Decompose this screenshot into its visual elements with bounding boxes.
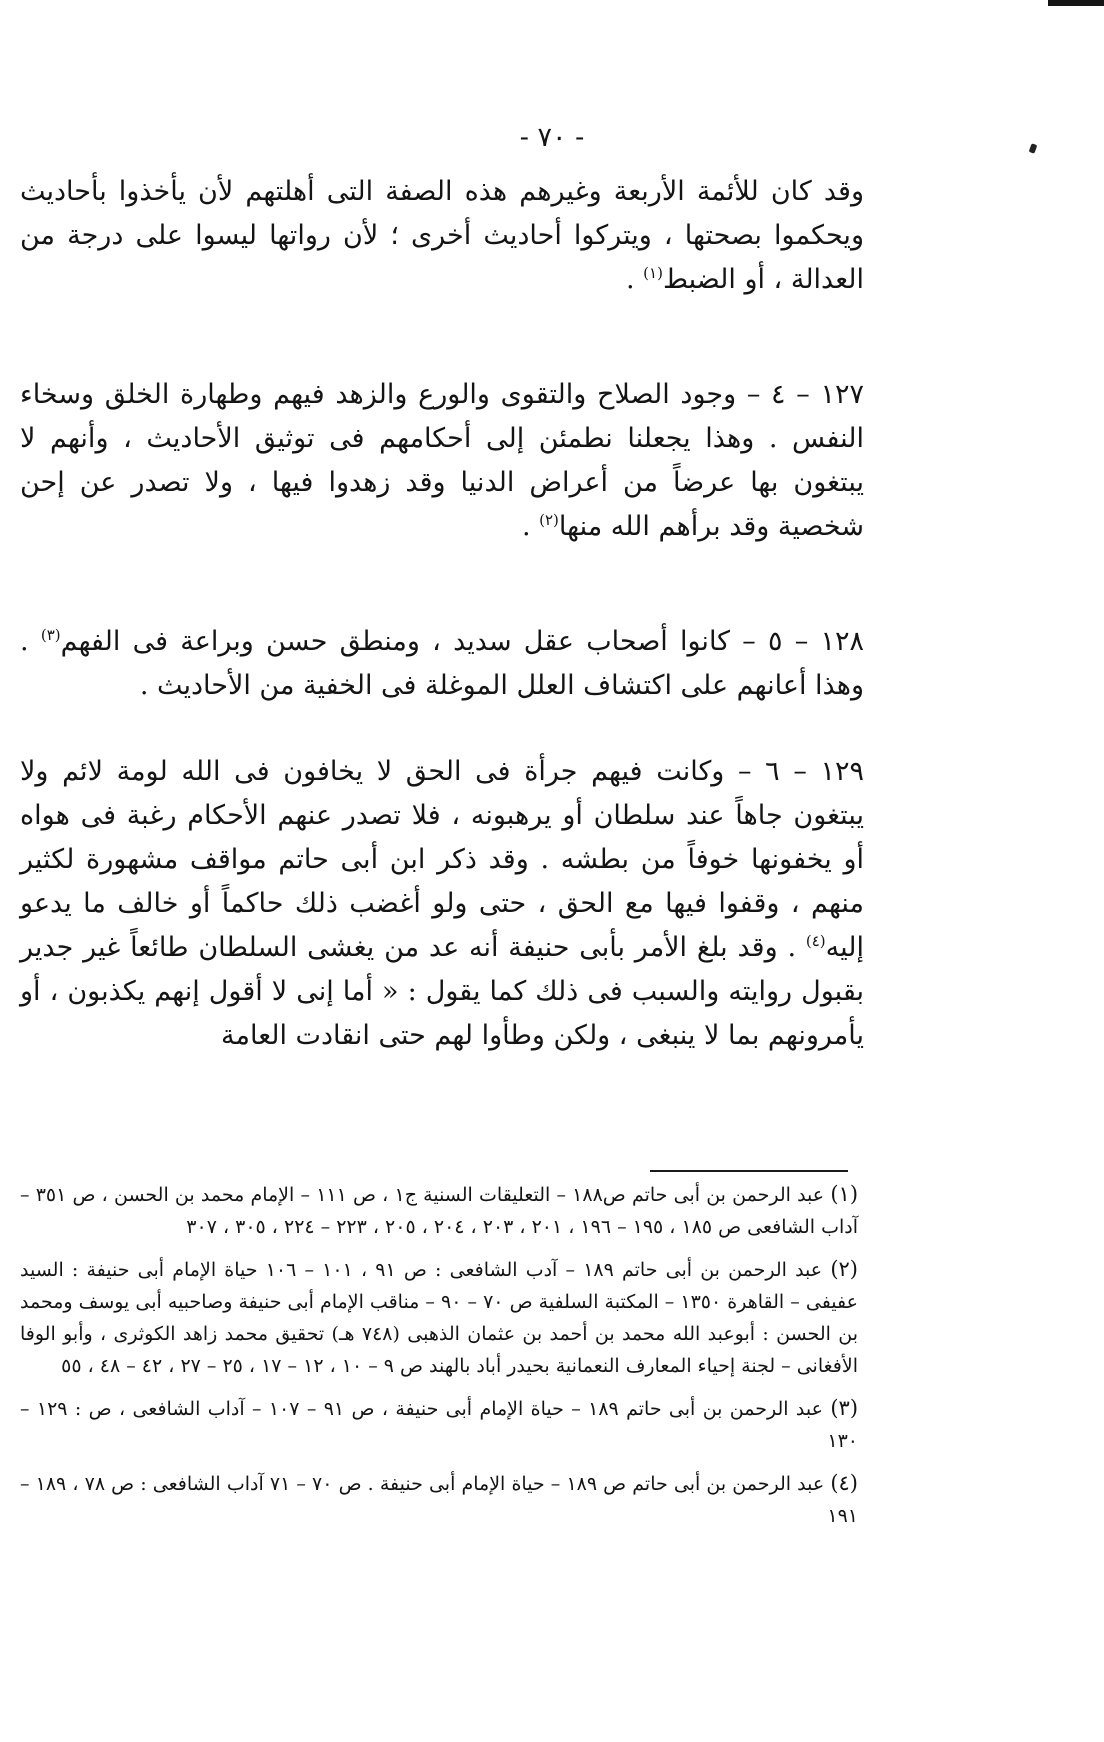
footnote-text: عبد الرحمن بن أبى حاتم ١٨٩ – حياة الإمام أبى حنيفة ، ص ٩١ – ١٠٧ – آداب الشافعى ، ص : ١٢٩ – ١٣٠ bbox=[20, 1398, 858, 1452]
paragraph-3-text: ١٢٨ – ٥ – كانوا أصحاب عقل سديد ، ومنطق حسن وبراعة فى الفهم bbox=[60, 626, 864, 657]
paragraph-1 bbox=[20, 170, 894, 302]
footnote-number: (٣) bbox=[830, 1396, 859, 1420]
footnote-separator bbox=[650, 1170, 848, 1172]
footnote-text: عبد الرحمن بن أبى حاتم ص ١٨٩ – حياة الإمام أبى حنيفة . ص ٧٠ – ٧١ آداب الشافعى : ص ٧٨ ، ١٨٩ – ١٩١ bbox=[20, 1473, 858, 1527]
paragraph-4-text: ١٢٩ – ٦ – وكانت فيهم جرأة فى الحق لا يخافون فى الله لومة لائم ولا يبتغون جاهاً عند سلطان أو يرهبونه ، فلا تصدر عنهم الأحكام رغبة فى هواه أو يخفونها خوفاً من بطشه . وقد ذكر ابن أبى حاتم مواقف مشهورة لكثير منهم ، وقفوا فيها مع الحق ، حتى ولو أغضب ذلك حاكماً أو خالف ما يدعو إليه bbox=[20, 756, 864, 963]
paragraph-4-tail: . وقد بلغ الأمر بأبى حنيفة أنه عد من يغشى السلطان طائعاً غير جدير بقبول روايته والسبب فى ذلك كما يقول : « أما إنى لا أقول إنهم يكذبون ، أو يأمرونهم بما لا ينبغى ، ولكن وطأوا لهم حتى انقادت العامة bbox=[20, 932, 864, 1051]
footnote-4 bbox=[20, 1467, 864, 1532]
footnote-ref-3: (٣) bbox=[40, 626, 61, 644]
footnote-number: (١) bbox=[830, 1182, 859, 1206]
paragraph-2 bbox=[20, 373, 894, 549]
footnote-text: عبد الرحمن بن أبى حاتم ص١٨٨ – التعليقات السنية ج١ ، ص ١١١ – الإمام محمد بن الحسن ، ص ٣٥١ – آداب الشافعى ص ١٨٥ ، ١٩٥ – ١٩٦ ، ٢٠١ ، ٢٠٣ ، ٢٠٤ ، ٢٠٥ ، ٢٢٣ – ٢٢٤ ، ٣٠٥ ، ٣٠٧ bbox=[20, 1184, 858, 1238]
footnote-3 bbox=[20, 1392, 864, 1457]
paragraph-2-text: ١٢٧ – ٤ – وجود الصلاح والتقوى والورع والزهد فيهم وطهارة الخلق وسخاء النفس . وهذا يجعلنا نطمئن إلى أحكامهم فى توثيق الأحاديث ، وأنهم لا يبتغون بها عرضاً من أعراض الدنيا وقد زهدوا فيها ، ولا تصدر عن إحن شخصية وقد برأهم الله منها bbox=[20, 379, 864, 542]
footnotes bbox=[20, 1178, 864, 1542]
footnote-2 bbox=[20, 1253, 864, 1382]
footnote-text: عبد الرحمن بن أبى حاتم ١٨٩ – آدب الشافعى : ص ٩١ ، ١٠١ – ١٠٦ حياة الإمام أبى حنيفة : السيد عفيفى – القاهرة ١٣٥٠ – المكتبة السلفية ص ٧٠ – ٩٠ – مناقب الإمام أبى حنيفة وصاحبيه أبى يوسف ومحمد بن الحسن : أبوعبد الله محمد بن أحمد بن عثمان الذهبى (٧٤٨ هـ) تحقيق محمد زاهد الكوثرى ، وأبو الوفا الأفغانى – لجنة إحياء المعارف النعمانية بحيدر أباد بالهند ص ٩ – ١٠ ، ١٢ – ١٧ ، ٢٥ – ٢٧ ، ٤٢ – ٤٨ ، ٥٥ bbox=[20, 1259, 858, 1377]
footnote-ref-2: (٢) bbox=[539, 511, 559, 529]
paragraph-3 bbox=[20, 620, 894, 708]
paragraph-1-text: وقد كان للأئمة الأربعة وغيرهم هذه الصفة التى أهلتهم لأن يأخذوا بأحاديث ويحكموا بصحتها ، ويتركوا أحاديث أخرى ؛ لأن رواتها ليسوا على درجة من العدالة ، أو الضبط bbox=[20, 176, 864, 295]
footnote-ref-4: (٤) bbox=[805, 932, 826, 950]
footnote-ref-1: (١) bbox=[643, 264, 663, 282]
footnote-number: (٤) bbox=[830, 1471, 858, 1495]
paragraph-1-end: . bbox=[625, 264, 635, 295]
paragraph-3-tail: . وهذا أعانهم على اكتشاف العلل الموغلة فى الخفية من الأحاديث . bbox=[20, 626, 864, 701]
footnote-number: (٢) bbox=[830, 1257, 858, 1281]
footnote-1 bbox=[20, 1178, 864, 1243]
paragraph-4 bbox=[20, 750, 894, 1058]
page-number: - ٧٠ - bbox=[519, 122, 585, 153]
paragraph-2-end: . bbox=[521, 511, 531, 542]
